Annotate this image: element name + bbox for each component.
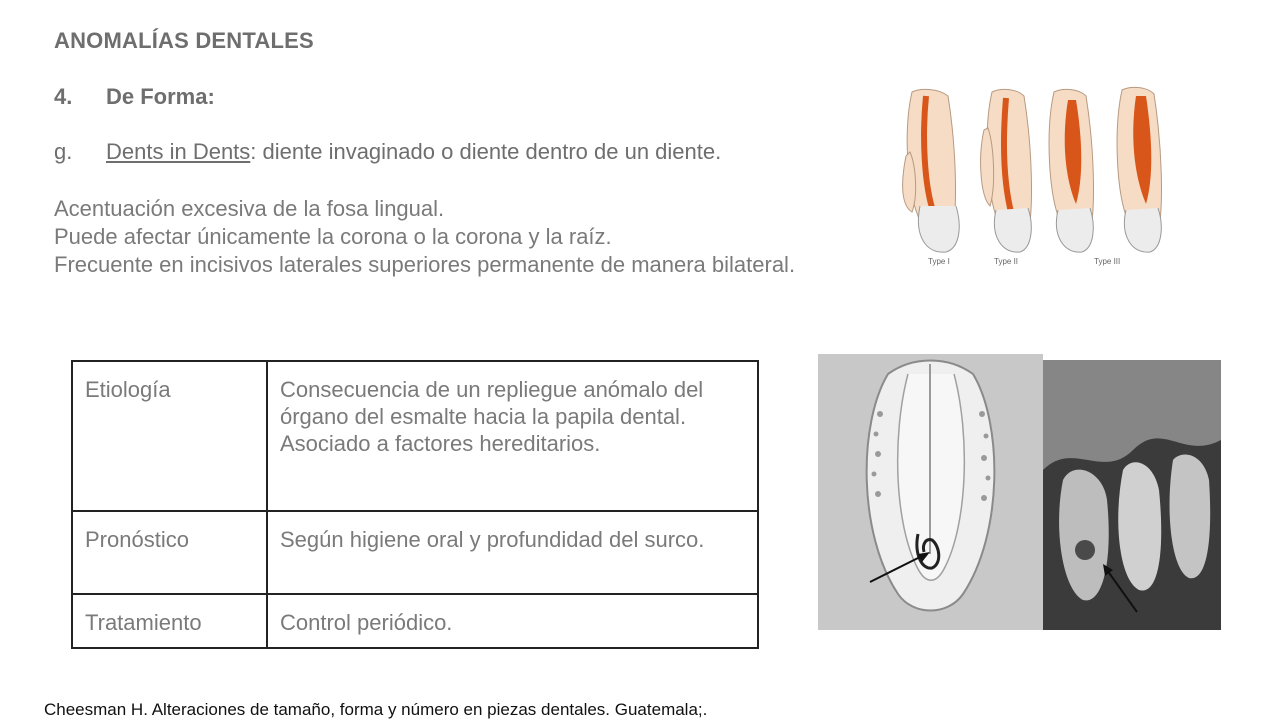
section-heading (54, 84, 215, 110)
description-line: Puede afectar únicamente la corona o la corona y la raíz. (54, 224, 612, 249)
row-value (267, 511, 758, 594)
subitem-line (54, 139, 721, 165)
description-block (54, 195, 795, 279)
tooth-type-2 (981, 89, 1032, 252)
description-line: Acentuación excesiva de la fosa lingual. (54, 196, 445, 221)
tooth-type-1 (903, 89, 960, 252)
value-line: Según higiene oral y profundidad del surco. (280, 527, 705, 552)
tooth-section-illustration (818, 354, 1043, 630)
row-key: Etiología (72, 361, 267, 511)
row-key: Pronóstico (72, 511, 267, 594)
citation: Cheesman H. Alteraciones de tamaño, forma y número en piezas dentales. Guatemala;. (44, 700, 708, 719)
type-label: Type III (1094, 257, 1121, 266)
subitem-letter: g. (54, 139, 73, 164)
type-label: Type II (994, 257, 1019, 266)
row-value (267, 361, 758, 511)
value-line: Consecuencia de un repliegue anómalo del (280, 377, 704, 402)
slide-title: ANOMALÍAS DENTALES (54, 28, 314, 53)
row-key: Tratamiento (72, 594, 267, 648)
type-label: Type I (928, 257, 950, 266)
subitem-definition: : diente invaginado o diente dentro de un diente. (250, 139, 722, 164)
info-table (71, 360, 759, 649)
tooth-type-3 (1049, 87, 1161, 252)
radiograph-image (1043, 360, 1221, 630)
value-line: órgano del esmalte hacia la papila dental. (280, 404, 687, 429)
section-label: De Forma: (106, 84, 215, 109)
value-line: Control periódico. (280, 610, 453, 635)
tooth-types-illustration (900, 86, 1170, 276)
value-line: Asociado a factores hereditarios. (280, 431, 601, 456)
table-row (72, 361, 758, 511)
table-row (72, 594, 758, 648)
table-row (72, 511, 758, 594)
subitem-term: Dents in Dents (106, 139, 251, 164)
description-line: Frecuente en incisivos laterales superiores permanente de manera bilateral. (54, 252, 796, 277)
row-value (267, 594, 758, 648)
section-number: 4. (54, 84, 73, 109)
